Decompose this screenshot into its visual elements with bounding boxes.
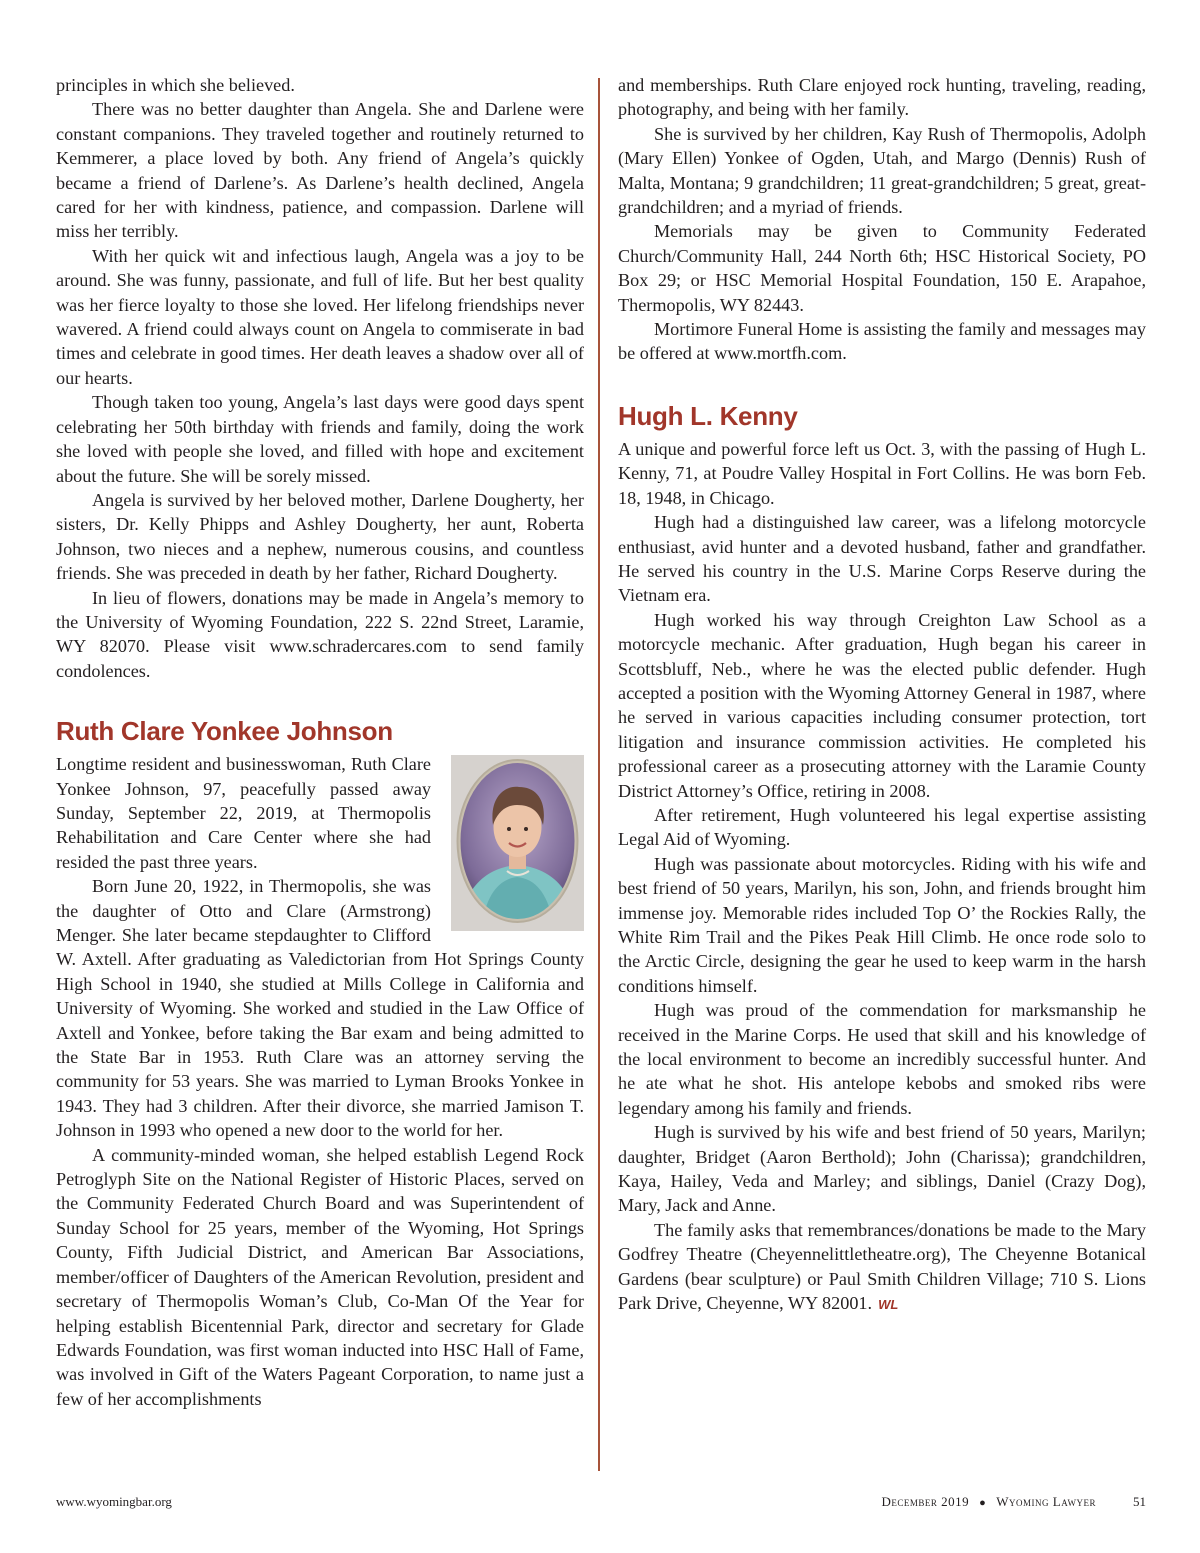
hugh-paragraph: Hugh was passionate about motorcycles. Riding with his wife and best friend of 50 years, Marilyn, his son, John, and friends brought him immense joy. Memorable rides included Top O’ the Rockies Rally, the White Rim Trail and the Pikes Peak Hill Climb. He once rode solo to the Arctic Circle, designing the gear he used to keep warm in the harsh conditions himself. bbox=[618, 853, 1146, 996]
footer-bullet-icon: ● bbox=[979, 1497, 987, 1509]
footer-publication: Wyoming Lawyer bbox=[996, 1494, 1096, 1509]
column-divider bbox=[598, 78, 600, 1471]
angela-paragraph: Angela is survived by her beloved mother, Darlene Dougherty, her sisters, Dr. Kelly Phipps and Ashley Dougherty, her aunt, Roberta Johnson, two nieces and a nephew, numerous cousins, and countless friends. She was preceded in death by her father, Richard Dougherty. bbox=[56, 489, 584, 584]
hugh-paragraph: A unique and powerful force left us Oct. 3, with the passing of Hugh L. Kenny, 71, at Poudre Valley Hospital in Fort Collins. He was born Feb. 18, 1948, in Chicago. bbox=[618, 438, 1146, 508]
hugh-paragraph: Hugh was proud of the commendation for marksmanship he received in the Marine Corps. He used that skill and his knowledge of the local environment to become an incredibly successful hunter. And he ate what he shot. His antelope kebobs and smoked ribs were legendary among his family and friends. bbox=[618, 1000, 1146, 1118]
ruth-paragraph: Longtime resident and businesswoman, Ruth Clare Yonkee Johnson, 97, peacefully passed away Sunday, September 22, 2019, at Thermopolis Rehabilitation and Care Center where she had resided the past three years. bbox=[56, 754, 431, 872]
ruth-paragraph: She is survived by her children, Kay Rush of Thermopolis, Adolph (Mary Ellen) Yonkee of Ogden, Utah, and Margo (Dennis) Rush of Malta, Montana; 9 grandchildren; 11 great-grandchildren; 5 great, great-grandchildren; and a myriad of friends. bbox=[618, 123, 1146, 218]
ruth-paragraph: Mortimore Funeral Home is assisting the family and messages may be offered at www.mortfh.com. bbox=[618, 319, 1146, 364]
ruth-paragraph: A community-minded woman, she helped establish Legend Rock Petroglyph Site on the National Register of Historic Places, served on the Community Federated Church Board and was Superintendent of Sunday School for 25 years, member of the Wyoming, Hot Springs County, Fifth Judicial District, and American Bar Associations, member/officer of Daughters of the American Revolution, president and secretary of Thermopolis Woman’s Club, Co-Man Of the Year for helping establish Bicentennial Park, director and secretary for Glade Edwards Foundation, was first woman inducted into HSC Hall of Fame, was involved in Gift of the Waters Pageant Corporation, to name just a few of her accomplishments bbox=[56, 1144, 584, 1409]
footer-issue-line bbox=[881, 1494, 1096, 1510]
hugh-obituary-title: Hugh L. Kenny bbox=[618, 400, 798, 431]
ruth-paragraph: and memberships. Ruth Clare enjoyed rock hunting, traveling, reading, photography, and being with her family. bbox=[618, 75, 1146, 120]
right-column bbox=[618, 73, 1146, 1318]
ruth-portrait-photo bbox=[451, 755, 584, 931]
ruth-paragraph: Memorials may be given to Community Federated Church/Community Hall, 244 North 6th; HSC Historical Society, PO Box 29; or HSC Memorial Hospital Foundation, 150 E. Arapahoe, Thermopolis, WY 82443. bbox=[618, 221, 1146, 315]
hugh-final-text: The family asks that remembrances/donations be made to the Mary Godfrey Theatre (Cheyennelittletheatre.org), The Cheyenne Botanical Gardens (bear sculpture) or Paul Smith Children Village; 710 S. Lions Park Drive, Cheyenne, WY 82001. bbox=[618, 1219, 1146, 1314]
hugh-paragraph: Hugh is survived by his wife and best friend of 50 years, Marilyn; daughter, Bridget (Aaron Berthold); John (Charissa); grandchildren, Kaya, Hailey, Veda and Marley; and siblings, Daniel (Crazy Dog), Mary, Jack and Anne. bbox=[618, 1122, 1146, 1216]
hugh-paragraph: Hugh had a distinguished law career, was a lifelong motorcycle enthusiast, avid hunter and a devoted husband, father and grandfather. He served his country in the U.S. Marine Corps Reserve during the Vietnam era. bbox=[618, 512, 1146, 606]
angela-paragraph: Though taken too young, Angela’s last days were good days spent celebrating her 50th birthday with friends and family, doing the work she loved with people she loved, and filled with hope and excitement about the future. She will be sorely missed. bbox=[56, 392, 584, 486]
page-number: 51 bbox=[1133, 1494, 1146, 1509]
left-column bbox=[56, 73, 584, 1411]
footer-issue-date: December 2019 bbox=[881, 1494, 970, 1509]
hugh-paragraph: After retirement, Hugh volunteered his legal expertise assisting Legal Aid of Wyoming. bbox=[618, 804, 1146, 850]
angela-paragraph: There was no better daughter than Angela. She and Darlene were constant companions. They traveled together and routinely returned to Kemmerer, a place loved by both. Any friend of Angela’s quickly became a friend of Darlene’s. As Darlene’s health declined, Angela cared for her with kindness, patience, and compassion. Darlene will miss her terribly. bbox=[56, 99, 584, 242]
footer-url: www.wyomingbar.org bbox=[56, 1494, 172, 1509]
angela-paragraph: In lieu of flowers, donations may be made in Angela’s memory to the University of Wyoming Foundation, 222 S. 22nd Street, Laramie, WY 82070. Please visit www.schradercares.com to send family condolences. bbox=[56, 587, 584, 681]
ruth-obituary-title: Ruth Clare Yonkee Johnson bbox=[56, 716, 393, 747]
wl-end-mark: WL bbox=[878, 1297, 899, 1313]
hugh-paragraph-final bbox=[618, 1218, 1146, 1318]
angela-paragraph: principles in which she believed. bbox=[56, 75, 295, 95]
portrait-image bbox=[451, 755, 584, 931]
page-footer bbox=[56, 1494, 1146, 1514]
hugh-paragraph: Hugh worked his way through Creighton Law School as a motorcycle mechanic. After graduation, Hugh began his career in Scottsbluff, Neb., where he was the elected public defender. Hugh accepted a position with the Wyoming Attorney General in 1987, where he served in various capacities including consumer protection, tort litigation and insurance commission activities. He completed his professional career as a prosecuting attorney with the Laramie County District Attorney’s Office, retiring in 2008. bbox=[618, 609, 1146, 801]
ruth-paragraph: Born June 20, 1922, in Thermopolis, she was the daughter of Otto and Clare (Armstrong) Menger. She later became stepdaughter to Clifford W. Axtell. After graduating as Valedictorian from Hot Springs County High School in 1940, she studied at Mills College in California and University of Wyoming. She worked and studied in the Law Office of Axtell and Yonkee, before taking the Bar exam and being admitted to the State Bar in 1953. Ruth Clare was an attorney serving the community for 53 years. She was married to Lyman Brooks Yonkee in 1943. They had 3 children. After their divorce, she married Jamison T. Johnson in 1993 who opened a new door to the world for her. bbox=[56, 876, 584, 1141]
angela-paragraph: With her quick wit and infectious laugh, Angela was a joy to be around. She was funny, passionate, and full of life. But her best quality was her fierce loyalty to those she loved. Her lifelong friendships never wavered. A friend could always count on Angela to commiserate in bad times and celebrate in good times. Her death leaves a shadow over all of our hearts. bbox=[56, 245, 584, 388]
